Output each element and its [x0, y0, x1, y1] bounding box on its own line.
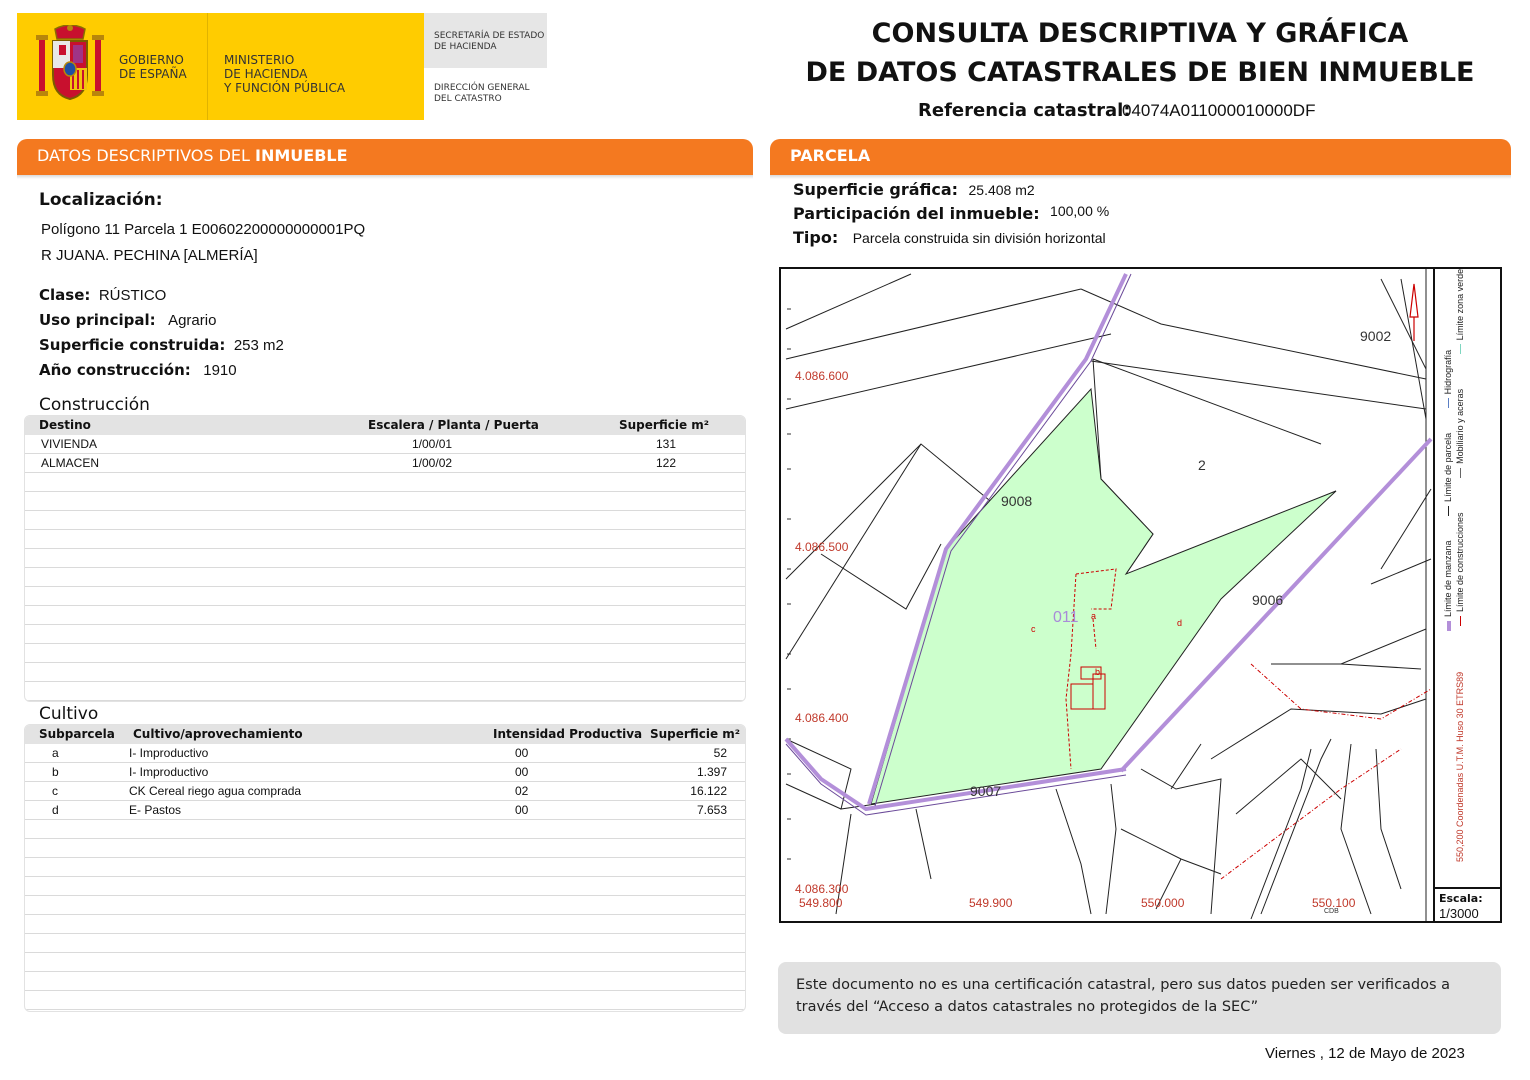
coat-of-arms-icon: [33, 25, 107, 105]
y-label-3: 4.086.400: [795, 711, 849, 725]
north-arrow-icon: [1410, 284, 1418, 341]
table-row: [25, 801, 745, 820]
participacion-label: Participación del inmueble:: [793, 204, 1040, 223]
cell-destino: ALMACEN: [41, 456, 100, 470]
empty-row: [25, 473, 745, 492]
legend-col-2: [1455, 268, 1471, 671]
subparcel-b: b: [1095, 667, 1101, 677]
col-superficie: Superficie m²: [619, 418, 710, 432]
cell-superficie: 1.397: [696, 765, 727, 779]
parcel-label-2: 2: [1198, 457, 1206, 473]
cell-intensidad: 00: [515, 765, 529, 779]
col-escalera: Escalera / Planta / Puerta: [368, 418, 539, 432]
cell-subparcela: b: [52, 765, 59, 779]
empty-row: [25, 549, 745, 568]
min-line-3: Y FUNCIÓN PÚBLICA: [224, 81, 346, 95]
x-label-3: 550.000: [1141, 896, 1185, 910]
superficie-construida-field: [39, 336, 284, 355]
legend-left-group: [1443, 350, 1453, 631]
parcel-label-9006: 9006: [1252, 592, 1284, 608]
cell-destino: VIVIENDA: [41, 437, 98, 451]
empty-row: [25, 934, 745, 953]
localizacion-line-2: R JUANA. PECHINA [ALMERÍA]: [41, 247, 258, 264]
x-label-2: 549.900: [969, 896, 1013, 910]
col-superficie: Superficie m²: [650, 727, 741, 741]
parcel-label-9007: 9007: [970, 783, 1002, 799]
cell-escalera: 1/00/02: [412, 456, 453, 470]
tipo-value: Parcela construida sin división horizontal: [852, 230, 1106, 246]
empty-row: [25, 492, 745, 511]
cell-cultivo: I- Improductivo: [129, 746, 209, 760]
direccion-label: [434, 83, 530, 105]
legend-manzana-swatch: [1447, 621, 1451, 631]
col-destino: Destino: [39, 418, 91, 432]
empty-row: [25, 953, 745, 972]
dir-line-2: DEL CATASTRO: [434, 94, 502, 104]
government-logo-block: [17, 13, 547, 120]
clase-field: [39, 286, 166, 305]
anio-label: Año construcción:: [39, 361, 191, 379]
cell-cultivo: I- Improductivo: [129, 765, 209, 779]
table-row: [25, 782, 745, 801]
empty-row: [25, 625, 745, 644]
scale-box: [1433, 887, 1502, 923]
col-intensidad: Intensidad Productiva: [493, 727, 643, 741]
legend-mobiliario-swatch: [1460, 468, 1461, 478]
table-row: [25, 763, 745, 782]
cell-superficie: 7.653: [696, 803, 727, 817]
participacion-value: 100,00 %: [1050, 203, 1110, 219]
scale-label: Escala:: [1439, 892, 1483, 905]
cell-subparcela: c: [52, 784, 58, 798]
superficie-construida-label: Superficie construida:: [39, 336, 226, 354]
tipo-field: [793, 228, 1106, 248]
legend-right-group: [1455, 269, 1465, 626]
ref-label: Referencia catastral:: [918, 100, 1131, 121]
logo-divider: [207, 13, 208, 120]
y-label-2: 4.086.500: [795, 540, 849, 554]
ref-value: 04074A011000010000DF: [1122, 101, 1316, 120]
legend-mobiliario: Mobiliario y aceras: [1455, 388, 1465, 464]
empty-row: [25, 587, 745, 606]
title-line-2: DE DATOS CATASTRALES DE BIEN INMUEBLE: [805, 57, 1475, 88]
map-ticks: [787, 309, 791, 859]
title-line-1: CONSULTA DESCRIPTIVA Y GRÁFICA: [871, 18, 1409, 49]
scale-value: 1/3000: [1439, 906, 1479, 921]
cultivo-table-header: [25, 725, 745, 744]
clase-value: RÚSTICO: [98, 287, 167, 304]
empty-row: [25, 858, 745, 877]
col-subparcela: Subparcela: [39, 727, 115, 741]
empty-row: [25, 896, 745, 915]
min-line-1: MINISTERIO: [224, 53, 295, 67]
cell-escalera: 1/00/01: [412, 437, 453, 451]
col-cultivo: Cultivo/aprovechamiento: [133, 727, 303, 741]
empty-row: [25, 663, 745, 682]
parcel-label-011: 011: [1053, 609, 1079, 626]
y-label-1: 4.086.600: [795, 369, 849, 383]
empty-row: [25, 511, 745, 530]
coords-label: 550,200 Coordenadas U.T.M. Huso 30 ETRS89: [1455, 671, 1465, 862]
empty-row: [25, 915, 745, 934]
superficie-grafica-value: 25.408 m2: [968, 182, 1035, 198]
anio-field: [39, 361, 237, 380]
cell-intensidad: 02: [515, 784, 529, 798]
legend-manzana: Límite de manzana: [1443, 540, 1453, 617]
uso-label: Uso principal:: [39, 311, 156, 329]
participacion-field: [793, 203, 1109, 224]
parcel-label-9002: 9002: [1360, 328, 1392, 344]
legend-zona-verde-swatch: [1460, 344, 1461, 354]
cadastral-map[interactable]: [779, 267, 1502, 923]
cell-superficie: 52: [713, 746, 727, 760]
sec-line-1: SECRETARÍA DE ESTADO: [434, 31, 545, 41]
superficie-grafica-field: [793, 180, 1035, 200]
section-shadow-parcela: [770, 175, 1511, 179]
uso-value: Agrario: [168, 312, 217, 329]
section-header-datos: [17, 139, 753, 175]
anio-value: 1910: [203, 362, 237, 379]
superficie-grafica-label: Superficie gráfica:: [793, 180, 959, 199]
construccion-title: Construcción: [39, 395, 150, 415]
tipo-label: Tipo:: [793, 228, 839, 247]
legend-parcela: Límite de parcela: [1443, 432, 1453, 502]
cultivo-title: Cultivo: [39, 704, 99, 724]
section-header-parcela: [770, 139, 1511, 175]
section-shadow-datos: [17, 175, 753, 179]
empty-row: [25, 820, 745, 839]
localizacion-line-1: Polígono 11 Parcela 1 E00602200000000001PQ: [41, 221, 366, 238]
subparcel-a: a: [1091, 611, 1097, 621]
parcel-label-9008: 9008: [1001, 493, 1033, 509]
legend-construcciones: Límite de construcciones: [1455, 512, 1465, 612]
map-legend: [1433, 267, 1502, 923]
page-title: [760, 14, 1520, 92]
cell-cultivo: CK Cereal riego agua comprada: [129, 784, 302, 798]
y-label-4: 4.086.300: [795, 882, 849, 896]
superficie-construida-value: 253 m2: [233, 337, 284, 354]
subparcel-d: d: [1177, 618, 1183, 628]
cdb-label: CDB: [1324, 908, 1339, 915]
legend-parcela-swatch: [1448, 506, 1449, 516]
section-title-parcela: PARCELA: [790, 146, 871, 165]
construccion-table: [24, 415, 746, 702]
subparcel-c: c: [1031, 624, 1036, 634]
cultivo-table: [24, 724, 746, 1012]
min-line-2: DE HACIENDA: [224, 67, 308, 81]
empty-row: [25, 606, 745, 625]
section-title-datos: [37, 146, 348, 165]
gov-line-2: DE ESPAÑA: [119, 67, 187, 81]
cell-cultivo: E- Pastos: [129, 803, 182, 817]
legend-hidrografia-swatch: [1448, 398, 1449, 408]
construccion-table-header: [25, 416, 745, 435]
cell-intensidad: 00: [515, 803, 529, 817]
verification-notice: Este documento no es una certificación catastral, pero sus datos pueden ser verificados a través del “Acceso a datos catastrales no protegidos de la SEC”: [778, 962, 1501, 1034]
cell-subparcela: a: [52, 746, 59, 760]
secretaria-label: [434, 31, 544, 53]
sec-line-2: DE HACIENDA: [434, 42, 497, 52]
cell-subparcela: d: [52, 803, 59, 817]
empty-row: [25, 991, 745, 1010]
cell-superficie: 122: [656, 456, 677, 470]
uso-field: [39, 311, 216, 330]
cell-superficie: 131: [656, 437, 677, 451]
empty-row: [25, 644, 745, 663]
x-label-1: 549.800: [799, 896, 843, 910]
legend-construcciones-swatch: [1460, 616, 1461, 626]
table-row: [25, 454, 745, 473]
table-row: [25, 435, 745, 454]
ministerio-label: [224, 53, 345, 95]
cell-intensidad: 00: [515, 746, 529, 760]
empty-row: [25, 972, 745, 991]
table-row: [25, 744, 745, 763]
clase-label: Clase:: [39, 286, 91, 304]
x-label-4: 550.100: [1312, 896, 1356, 910]
empty-row: [25, 568, 745, 587]
gobierno-label: [119, 53, 187, 81]
gov-line-1: GOBIERNO: [119, 53, 184, 67]
section-title-datos-b: INMUEBLE: [255, 146, 348, 165]
map-svg: [781, 269, 1433, 921]
localizacion-label: Localización:: [39, 190, 163, 210]
legend-hidrografia: Hidrografía: [1443, 349, 1453, 395]
empty-row: [25, 682, 745, 701]
document-date: Viernes , 12 de Mayo de 2023: [1265, 1045, 1465, 1062]
dir-line-1: DIRECCIÓN GENERAL: [434, 83, 530, 93]
cell-superficie: 16.122: [690, 784, 727, 798]
empty-row: [25, 877, 745, 896]
legend-zona-verde: Límite zona verde: [1455, 268, 1465, 341]
empty-row: [25, 839, 745, 858]
section-title-datos-a: DATOS DESCRIPTIVOS DEL: [37, 146, 256, 165]
empty-row: [25, 530, 745, 549]
